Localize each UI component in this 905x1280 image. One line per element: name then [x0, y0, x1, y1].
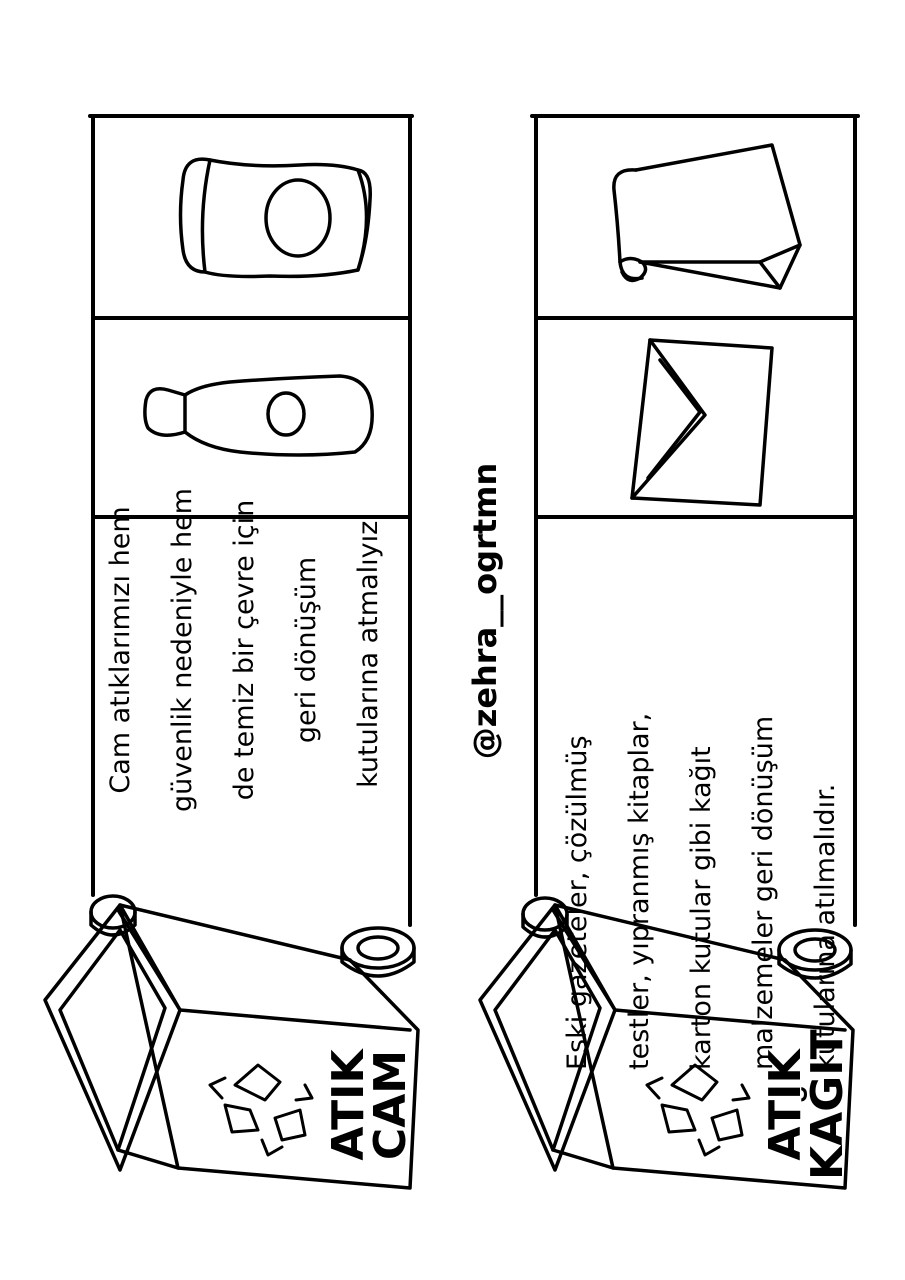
recycle-symbol-icon	[210, 1065, 312, 1155]
description-line: kutularına atmalıyız.	[353, 512, 384, 788]
recycle-symbol-icon	[647, 1065, 749, 1155]
description-line: de temiz bir çevre için	[229, 499, 260, 801]
description-line: testler, yıpranmış kitaplar,	[624, 712, 655, 1070]
card-kagit-description	[562, 310, 841, 1070]
jar-icon	[181, 159, 371, 276]
description-line: karton kutular gibi kağıt	[686, 746, 717, 1070]
description-line: güvenlik nedeniyle hem	[167, 488, 198, 812]
card-cam-description	[95, 290, 395, 1010]
paper-roll-icon	[614, 145, 800, 288]
bin-label-cam	[323, 1030, 428, 1180]
bin-label-line: ATIK	[760, 1049, 811, 1161]
description-line: kutularına atılmalıdır.	[810, 783, 841, 1070]
description-line: Eski gazeteler, çözülmüş	[562, 735, 593, 1070]
description-line: malzemeler geri dönüşüm	[748, 715, 779, 1070]
bin-label-kagit	[760, 1029, 865, 1180]
author-handle: @zehra__ogrtmn	[466, 462, 504, 760]
description-line: geri dönüşüm	[291, 556, 322, 744]
bin-label-line: KAĞIT	[802, 1029, 853, 1180]
description-line: Cam atıklarımızı hem	[105, 506, 136, 794]
bin-label-line: ATIK	[323, 1049, 374, 1161]
bin-label-line: CAM	[365, 1049, 416, 1161]
